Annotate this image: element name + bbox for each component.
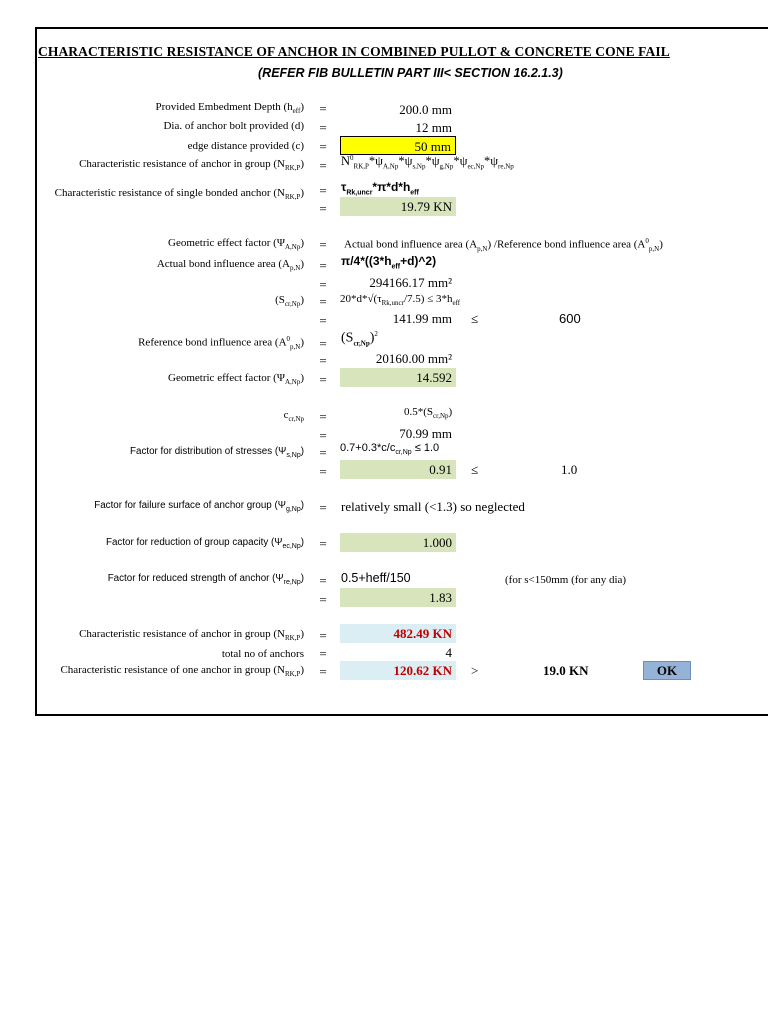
reference-bond-area-value: 20160.00 mm²: [375, 351, 452, 366]
stress-distribution-limit: 1.0: [561, 462, 578, 477]
one-anchor-resistance-value: 120.62 KN: [340, 661, 456, 680]
actual-bond-area-value: 294166.17 mm²: [369, 275, 452, 290]
group-capacity-reduction-value: 1.000: [340, 533, 456, 552]
equals-sign: =: [319, 592, 327, 607]
anchor-count-label: total no of anchors: [221, 648, 304, 660]
equals-sign: =: [319, 536, 327, 551]
status-ok-badge: OK: [643, 661, 691, 680]
reduced-strength-value: 1.83: [340, 588, 456, 607]
equals-sign: =: [319, 428, 327, 443]
critical-spacing-value: 141.99 mm: [392, 311, 452, 326]
equals-sign: =: [319, 500, 327, 515]
actual-bond-area-formula: $\pi/4*((3*h_{eff}+d)\^{}2)$: [341, 254, 437, 271]
page-title: CHARACTERISTIC RESISTANCE OF ANCHOR IN COMBINED PULLOT & CONCRETE CONE FAIL: [38, 44, 670, 59]
group-capacity-reduction-label: Factor for reduction of group capacity $(\Psi_{ec,Np})$: [105, 537, 304, 550]
embedment-depth-label: Provided Embedment Depth $(h_{eff})$: [155, 101, 304, 116]
equals-sign: =: [319, 201, 327, 216]
equals-sign: =: [319, 628, 327, 643]
critical-edge-formula: $0.5*(S_{cr,Np})$: [404, 406, 453, 421]
stress-distribution-formula: $0.7+0.3*c/c_{cr,Np} \le 1.0$: [340, 442, 440, 457]
reduced-strength-formula: 0.5+heff/150: [341, 571, 411, 585]
equals-sign: =: [319, 445, 327, 460]
less-equal-sign: ≤: [471, 462, 479, 477]
reference-bond-area-label: Reference bond influence area $(A^0_{p,N})$: [138, 335, 304, 351]
critical-edge-label: $c_{cr,Np}$: [283, 409, 304, 424]
equals-sign: =: [319, 409, 327, 424]
equals-sign: =: [319, 336, 327, 351]
design-load-value: 19.0 KN: [543, 663, 589, 678]
critical-edge-value: 70.99 mm: [399, 426, 452, 441]
geometric-factor-value: 14.592: [340, 368, 456, 387]
equals-sign: =: [319, 573, 327, 588]
edge-distance-label: edge distance provided (c): [187, 140, 304, 152]
geometric-factor-result-label: Geometric effect factor $(\Psi_{A,Np})$: [168, 372, 304, 387]
critical-spacing-label: $(S_{cr,Np})$: [275, 294, 304, 309]
equals-sign: =: [319, 101, 327, 116]
equals-sign: =: [319, 158, 327, 173]
embedment-depth-value: 200.0 mm: [399, 102, 452, 117]
group-resistance-value: 482.49 KN: [340, 624, 456, 643]
equals-sign: =: [319, 183, 327, 198]
equals-sign: =: [319, 372, 327, 387]
stress-distribution-value: 0.91: [340, 460, 456, 479]
less-equal-sign: ≤: [471, 311, 479, 326]
equals-sign: =: [319, 277, 327, 292]
stress-distribution-label: Factor for distribution of stresses $(\Psi_{s,Np})$: [130, 446, 304, 459]
geometric-factor-formula: Actual bond influence area $(A_{p,N})$ /Reference bond influence area $(A^0_{p,N})$: [344, 237, 663, 253]
bolt-diameter-value: 12 mm: [415, 120, 452, 135]
equals-sign: =: [319, 258, 327, 273]
failure-surface-note: relatively small (<1.3) so neglected: [341, 499, 525, 514]
critical-spacing-limit: 600: [559, 311, 581, 326]
geometric-factor-label: Geometric effect factor $(\Psi_{A,Np})$: [168, 237, 304, 252]
anchor-count-value: 4: [445, 645, 452, 660]
reference-bond-area-formula: $(S_{cr,Np})^2$: [341, 330, 378, 348]
critical-spacing-formula: $20*d*√(\tau_{Rk,uncr}/7.5) \le 3*h_{eff}$: [340, 293, 461, 308]
equals-sign: =: [319, 294, 327, 309]
equals-sign: =: [319, 313, 327, 328]
failure-surface-label: Factor for failure surface of anchor group $(\Psi_{g,Np})$: [94, 500, 304, 513]
group-resistance-formula-label: Characteristic resistance of anchor in group $(N_{RK,P})$: [79, 158, 304, 173]
bolt-diameter-label: Dia. of anchor bolt provided (d): [163, 120, 304, 132]
edge-distance-input[interactable]: 50 mm: [340, 136, 456, 155]
equals-sign: =: [319, 139, 327, 154]
equals-sign: =: [319, 237, 327, 252]
greater-than-sign: >: [471, 663, 479, 678]
equals-sign: =: [319, 464, 327, 479]
single-anchor-formula: $\tau_{Rk,uncr}*\pi*d*h_{eff}$: [341, 180, 419, 197]
equals-sign: =: [319, 664, 327, 679]
equals-sign: =: [319, 353, 327, 368]
equals-sign: =: [319, 646, 327, 661]
one-anchor-resistance-label: Characteristic resistance of one anchor in group $(N_{RK,P})$: [60, 664, 304, 679]
group-resistance-label: Characteristic resistance of anchor in group $(N_{RK,P})$: [79, 628, 304, 643]
page-subtitle: (REFER FIB BULLETIN PART III< SECTION 16.2.1.3): [258, 66, 563, 80]
actual-bond-area-label: Actual bond influence area $(A_{p,N})$: [156, 258, 304, 273]
reduced-strength-note: (for s<150mm (for any dia): [505, 574, 627, 586]
single-anchor-resistance-value: 19.79 KN: [340, 197, 456, 216]
equals-sign: =: [319, 120, 327, 135]
group-resistance-formula: $N^0_{RK,P}*\psi_{A,Np}*\psi_{s,Np}*\psi_{g,Np}*\psi_{ec,Np}*\psi_{re,Np}$: [341, 154, 514, 171]
reduced-strength-label: Factor for reduced strength of anchor $(\Psi_{re,Np})$: [107, 573, 304, 586]
single-anchor-resistance-label: Characteristic resistance of single bonded anchor $(N_{RK,P})$: [54, 187, 304, 202]
